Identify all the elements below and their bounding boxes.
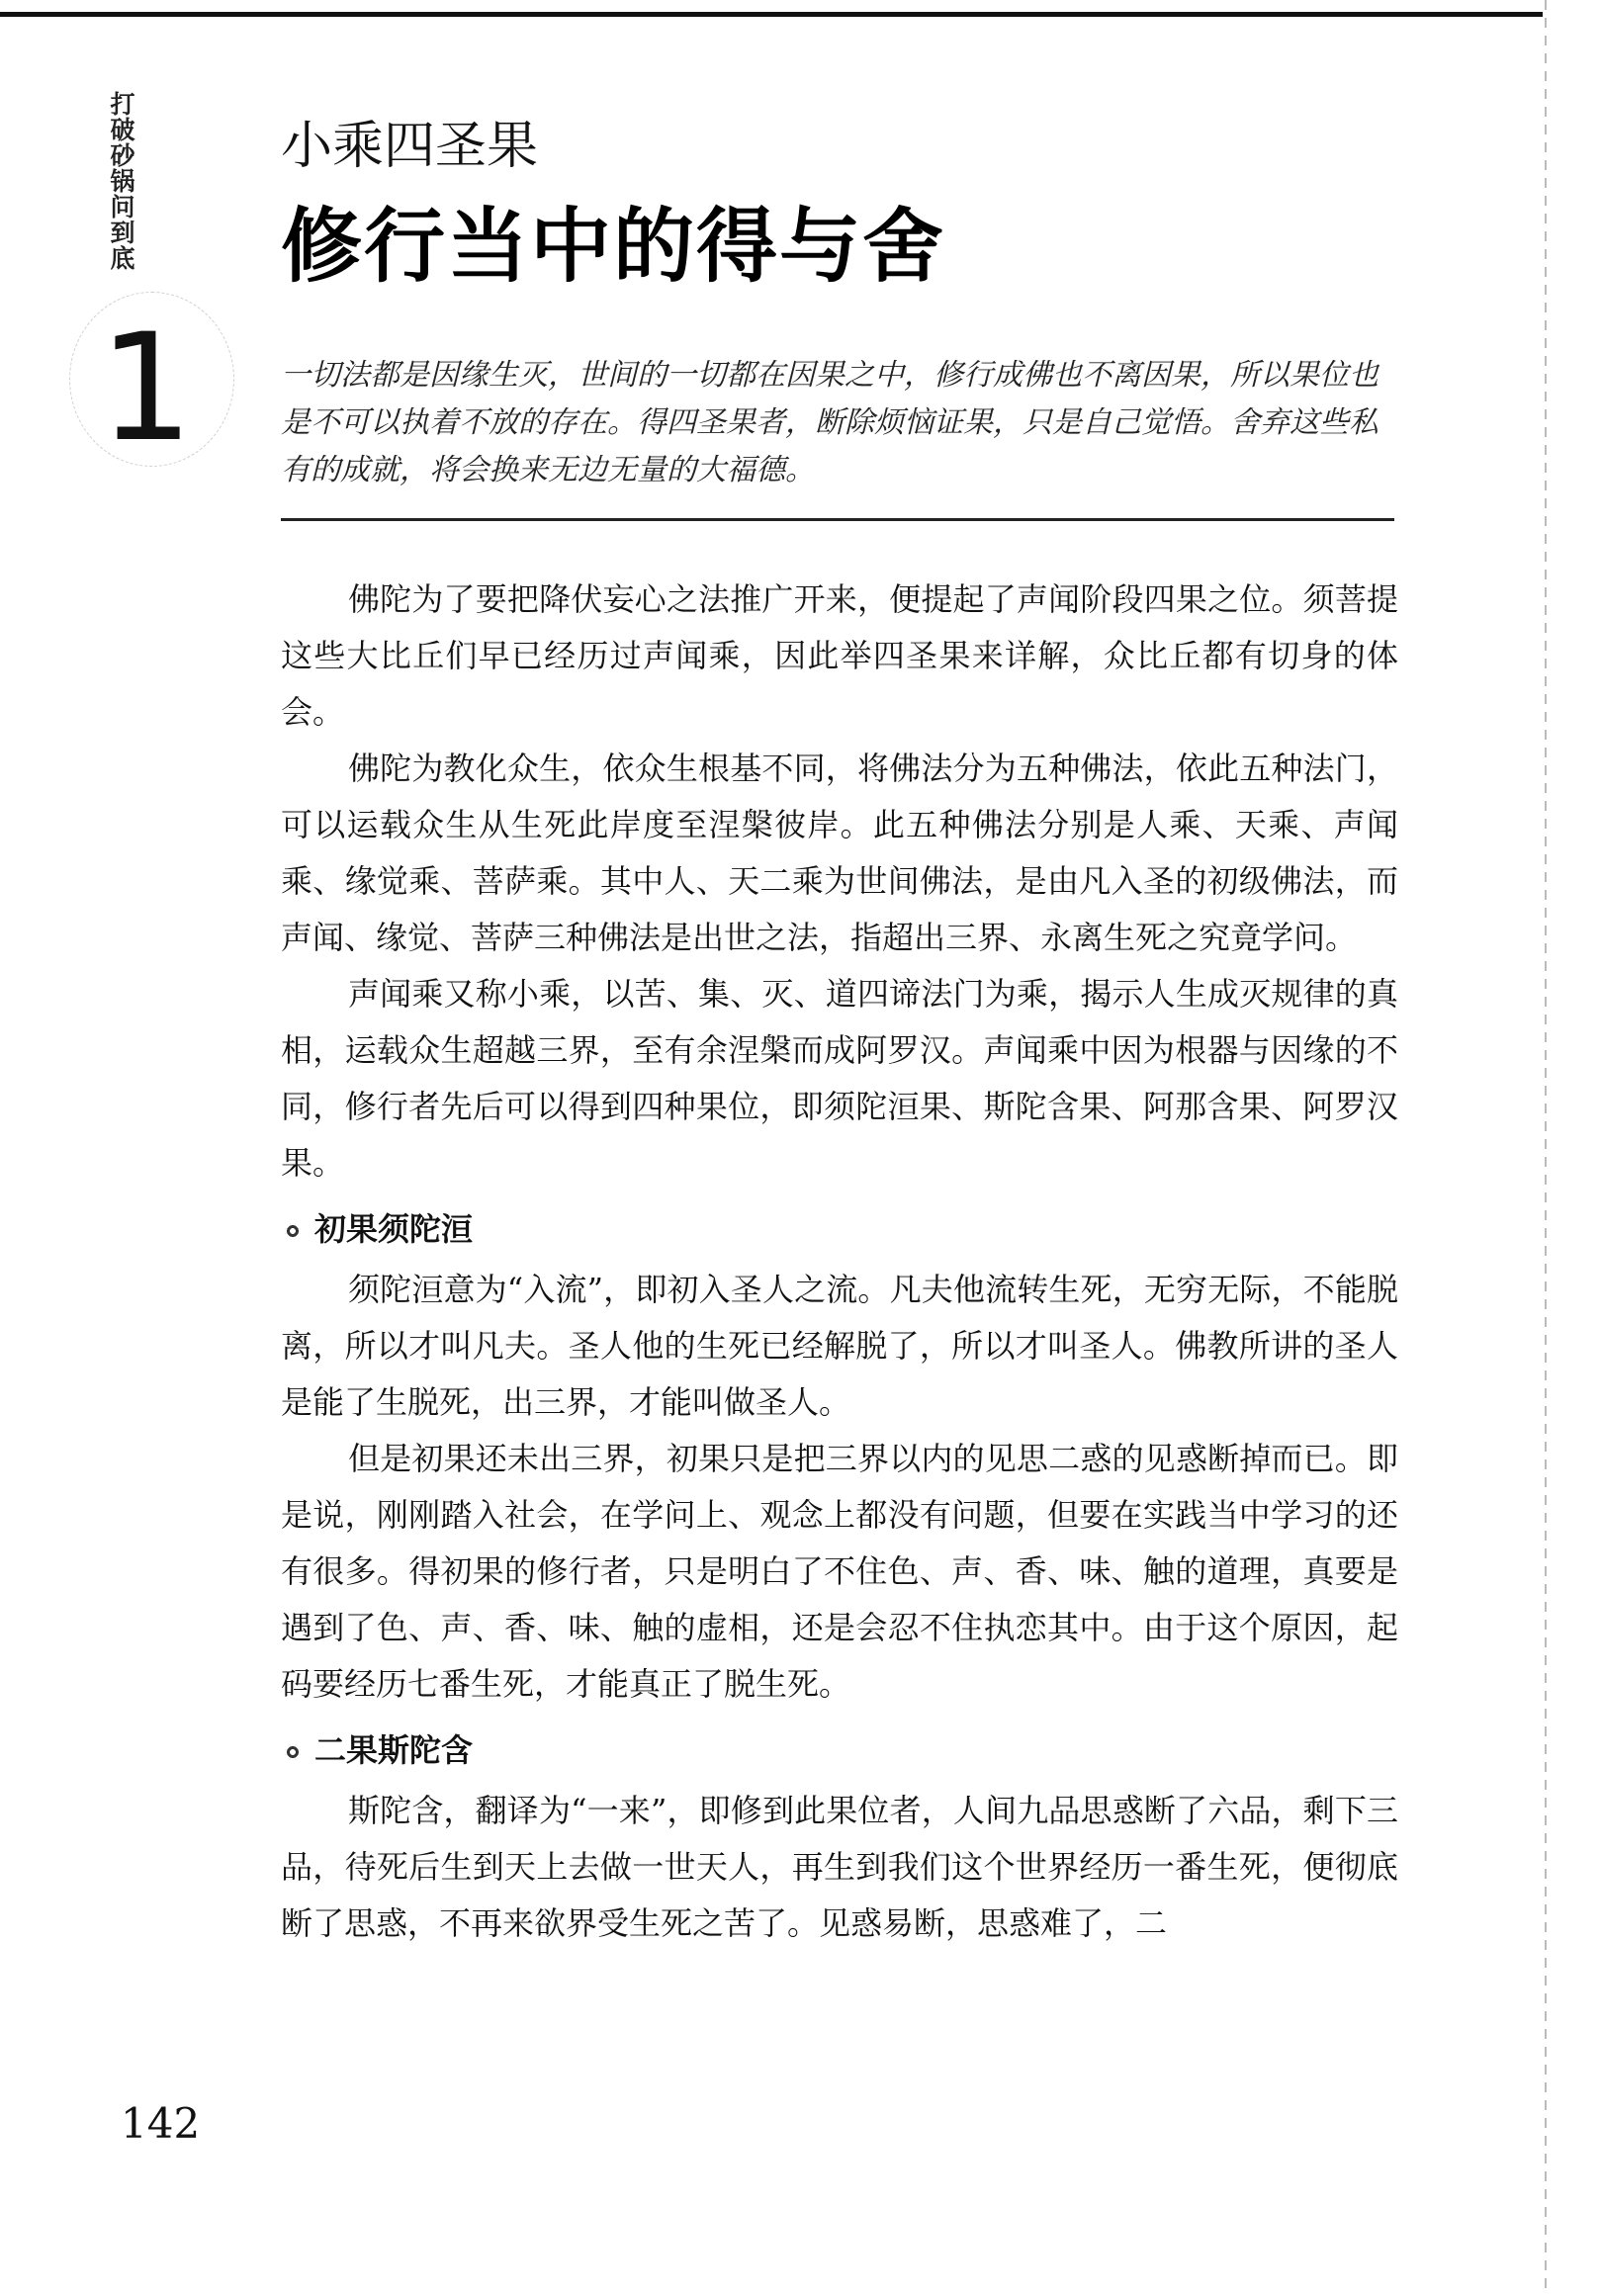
paragraph: 佛陀为了要把降伏妄心之法推广开来，便提起了声闻阶段四果之位。须菩提这些大比丘们早已经历过声闻乘，因此举四圣果来详解，众比丘都有切身的体会。 xyxy=(281,580,1398,731)
paragraph: 佛陀为教化众生，依众生根基不同，将佛法分为五种佛法，依此五种法门，可以运载众生从生死此岸度至涅槃彼岸。此五种佛法分别是人乘、天乘、声闻乘、缘觉乘、菩萨乘。其中人、天二乘为世间佛法，是由凡入圣的初级佛法，而声闻、缘觉、菩萨三种佛法是出世之法，指超出三界、永离生死之究竟学问。 xyxy=(281,750,1398,956)
chapter-abstract: 一切法都是因缘生灭，世间的一切都在因果之中，修行成佛也不离因果，所以果位也是不可以执着不放的存在。得四圣果者，断除烦恼证果，只是自己觉悟。舍弃这些私有的成就，将会换来无边无量的大福德。 xyxy=(281,358,1379,487)
section-subtitle: 小乘四圣果 xyxy=(281,117,539,176)
section-heading-text: 初果须陀洹 xyxy=(314,1210,474,1248)
paragraph: 须陀洹意为“入流”，即初入圣人之流。凡夫他流转生死，无穷无际，不能脱离，所以才叫凡夫。圣人他的生死已经解脱了，所以才叫圣人。佛教所讲的圣人是能了生脱死，出三界，才能叫做圣人。 xyxy=(281,1271,1398,1421)
abstract-divider xyxy=(281,518,1394,521)
body-text xyxy=(281,572,1398,1952)
paragraph: 声闻乘又称小乘，以苦、集、灭、道四谛法门为乘，揭示人生成灭规律的真相，运载众生超越三界，至有余涅槃而成阿罗汉。声闻乘中因为根器与因缘的不同，修行者先后可以得到四种果位，即须陀洹果、斯陀含果、阿那含果、阿罗汉果。 xyxy=(281,975,1398,1182)
page-edge xyxy=(1545,0,1547,2296)
page-number: 142 xyxy=(121,2099,201,2148)
paragraph: 但是初果还未出三界，初果只是把三界以内的见思二惑的见惑断掉而已。即是说，刚刚踏入社会，在学问上、观念上都没有问题，但要在实践当中学习的还有很多。得初果的修行者，只是明白了不住色、声、香、味、触的道理，真要是遇到了色、声、香、味、触的虚相，还是会忍不住执恋其中。由于这个原因，起码要经历七番生死，才能真正了脱生死。 xyxy=(281,1440,1398,1703)
running-header-vertical: 打破砂锅问到底 xyxy=(107,91,135,271)
top-rule xyxy=(0,12,1543,17)
page-title: 修行当中的得与舍 xyxy=(281,200,946,294)
paragraph: 斯陀含，翻译为“一来”，即修到此果位者，人间九品思惑断了六品，剩下三品，待死后生到天上去做一世天人，再生到我们这个世界经历一番生死，便彻底断了思惑，不再来欲界受生死之苦了。见惑易断，思惑难了，二 xyxy=(281,1792,1398,1942)
section-heading xyxy=(281,1722,1398,1779)
bullet-icon xyxy=(285,1744,301,1760)
section-heading xyxy=(281,1201,1398,1258)
chapter-number: 1 xyxy=(99,303,194,475)
bullet-icon xyxy=(285,1223,301,1239)
section-heading-text: 二果斯陀含 xyxy=(314,1731,474,1769)
